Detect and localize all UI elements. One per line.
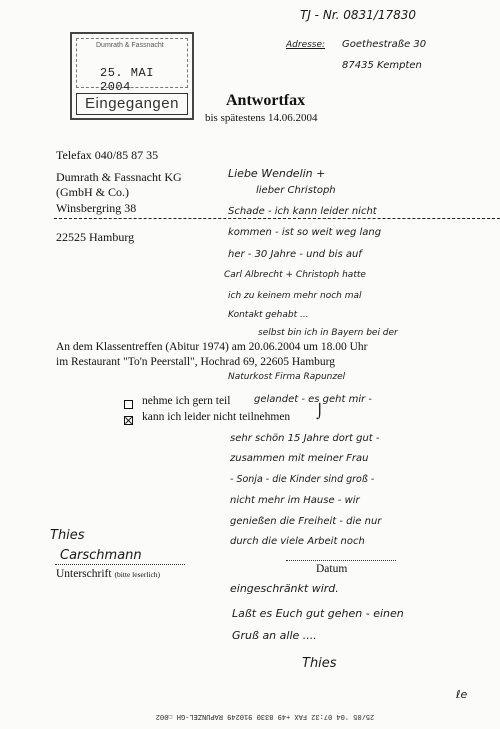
- letter-line: Schade - ich kann leider nicht: [228, 206, 377, 217]
- signature-last-name: Carschmann: [60, 548, 142, 563]
- signature-label: [56, 568, 160, 580]
- address-label: Adresse:: [286, 40, 326, 50]
- letter-line: Liebe Wendelin +: [228, 167, 326, 180]
- letter-line: genießen die Freiheit - die nur: [230, 516, 382, 527]
- attend-option-label: nehme ich gern teil: [142, 395, 231, 407]
- recipient-line-3: Winsbergring 38: [56, 201, 137, 215]
- letter-line: Kontakt gehabt ...: [228, 310, 309, 320]
- signature-line: [55, 564, 185, 565]
- letter-line: zusammen mit meiner Frau: [230, 453, 369, 464]
- fax-footer: 25/05 '04 07:32 FAX +49 8330 910249 RAPUNZEL-GH ☐002: [155, 712, 375, 720]
- letter-line: nicht mehr im Hause - wir: [230, 495, 360, 506]
- attend-checkbox[interactable]: [124, 400, 133, 409]
- letter-line: - Sonja - die Kinder sind groß -: [230, 474, 375, 485]
- decline-option-label: kann ich leider nicht teilnehmen: [142, 411, 291, 423]
- decline-checkbox[interactable]: [124, 416, 133, 425]
- letter-line: her - 30 Jahre - und bis auf: [228, 249, 362, 260]
- letter-line: sehr schön 15 Jahre dort gut -: [230, 433, 380, 444]
- letter-line: lieber Christoph: [256, 185, 336, 196]
- recipient-line-4: 22525 Hamburg: [56, 230, 135, 244]
- closing-signature: Thies: [302, 656, 337, 671]
- letter-line: selbst bin ich in Bayern bei der: [258, 328, 398, 338]
- letter-line: kommen - ist so weit weg lang: [228, 227, 382, 238]
- stamp-header: Dumrath & Fassnacht: [96, 42, 164, 49]
- recipient-line-2: (GmbH & Co.): [56, 185, 129, 199]
- address-city: 87435 Kempten: [342, 60, 422, 71]
- stamp-received: Eingegangen: [76, 93, 188, 115]
- letter-line: eingeschränkt wird.: [230, 582, 339, 595]
- signature-label-text: Unterschrift: [56, 568, 112, 580]
- stamp-date: 25. MAI 2004: [100, 66, 154, 94]
- date-line: [286, 560, 396, 561]
- letter-line: durch die viele Arbeit noch: [230, 536, 365, 547]
- document-title: Antwortfax: [226, 92, 306, 109]
- letter-line: Carl Albrecht + Christoph hatte: [224, 270, 366, 280]
- recipient-line-1: Dumrath & Fassnacht KG: [56, 170, 182, 184]
- letter-line: Laßt es Euch gut gehen - einen: [232, 607, 404, 620]
- initial-mark: ℓe: [456, 688, 468, 701]
- letter-line: Gruß an alle ....: [232, 629, 317, 642]
- event-line-1: An dem Klassentreffen (Abitur 1974) am 20.06.2004 um 18.00 Uhr: [56, 341, 368, 353]
- bracket-mark: ⌡: [316, 404, 324, 420]
- letter-line: ich zu keinem mehr noch mal: [228, 291, 362, 301]
- signature-hint: (bitte leserlich): [114, 570, 161, 579]
- received-stamp: [70, 32, 194, 120]
- letter-line: gelandet - es geht mir -: [254, 394, 373, 405]
- deadline: bis spätestens 14.06.2004: [205, 112, 318, 124]
- address-street: Goethestraße 30: [342, 39, 427, 50]
- date-label: Datum: [316, 563, 348, 575]
- reference-number: TJ - Nr. 0831/17830: [300, 8, 417, 22]
- signature-first-name: Thies: [50, 528, 85, 543]
- event-line-2: im Restaurant "To'n Peerstall", Hochrad 69, 22605 Hamburg: [56, 356, 336, 368]
- letter-line: Naturkost Firma Rapunzel: [228, 372, 346, 382]
- divider-line: [54, 218, 500, 219]
- fax-number: Telefax 040/85 87 35: [56, 148, 159, 162]
